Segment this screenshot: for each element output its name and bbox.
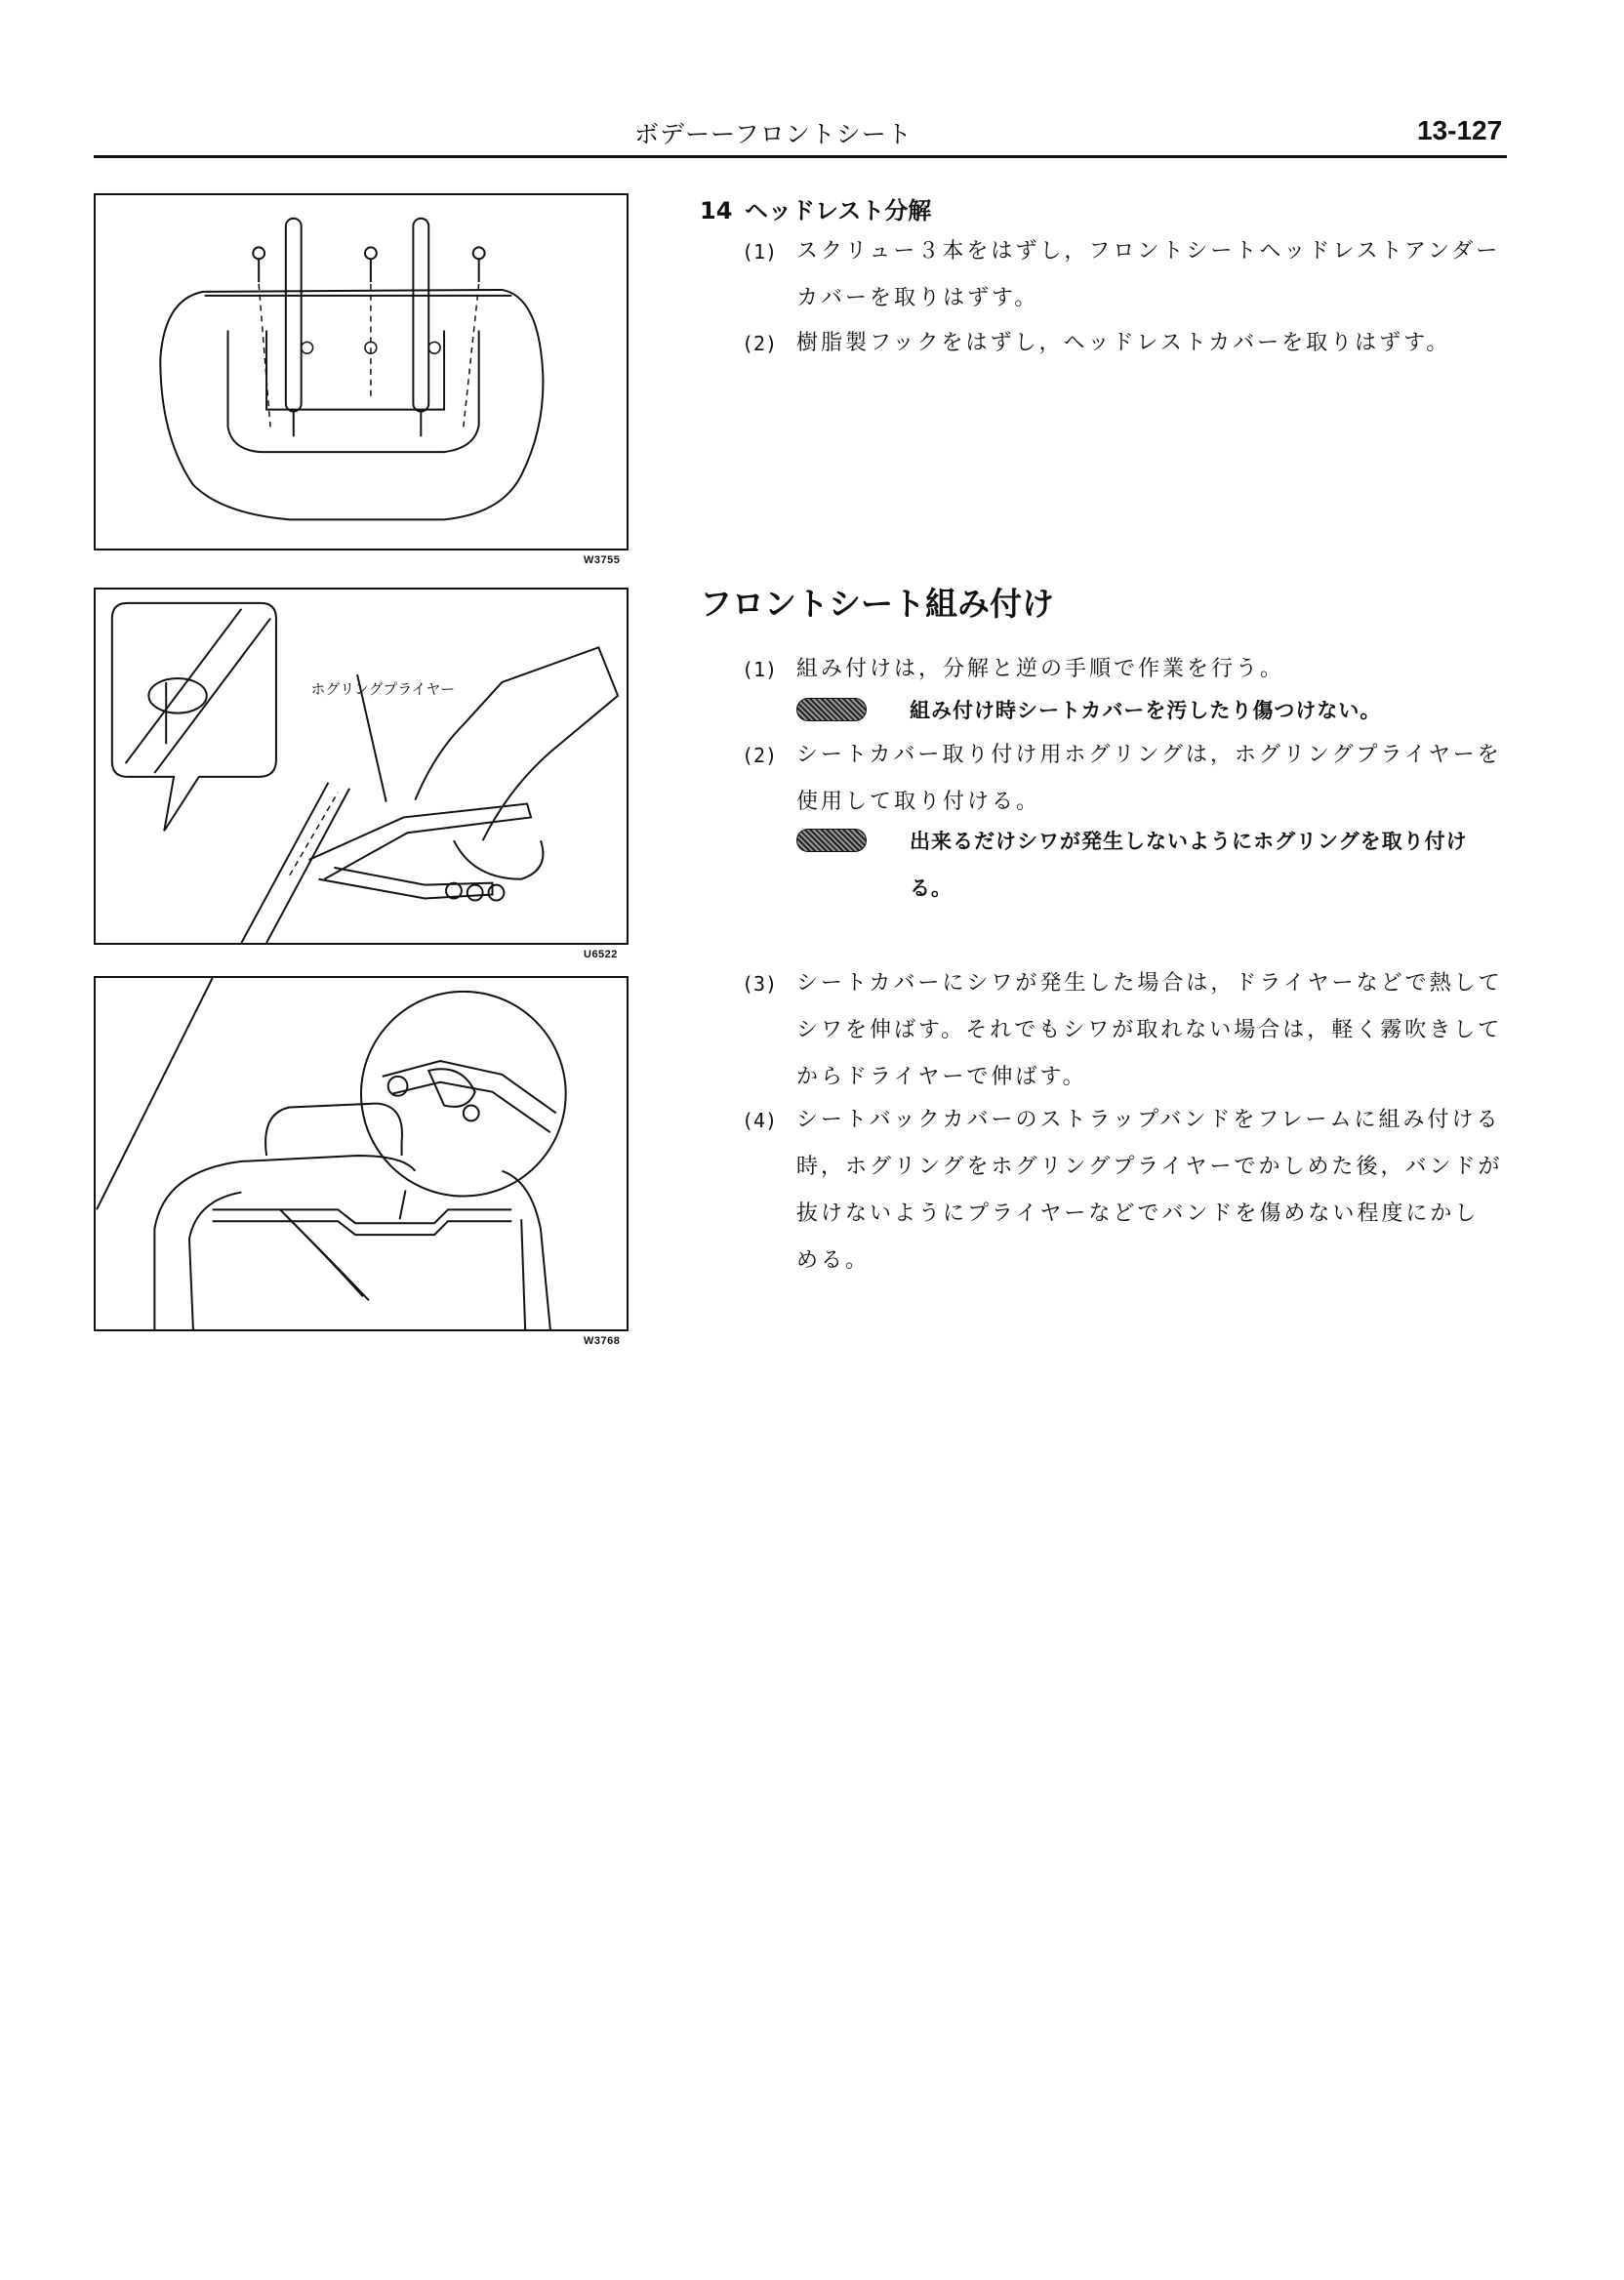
caution-badge-icon — [796, 829, 867, 852]
assembly-item-1 — [742, 646, 1503, 693]
step14-item-1 — [742, 228, 1503, 322]
assembly-item-2 — [742, 732, 1503, 826]
item-number: (1) — [742, 240, 778, 264]
step-heading-headrest — [700, 191, 931, 225]
caution-badge-icon — [796, 698, 867, 721]
note-text: 出来るだけシワが発生しないようにホグリングを取り付ける。 — [910, 830, 1468, 900]
note-text: 組み付け時シートカバーを汚したり傷つけない。 — [910, 699, 1382, 722]
figure-code: U6522 — [584, 949, 618, 960]
item-number: (4) — [742, 1109, 778, 1132]
step-number: 14 — [700, 197, 733, 224]
step14-item-2 — [742, 320, 1503, 367]
item-text: 樹脂製フックをはずし，ヘッドレストカバーを取りはずす。 — [796, 331, 1451, 355]
item-text: スクリュー３本をはずし，フロントシートヘッドレストアンダーカバーを取りはずす。 — [796, 239, 1501, 310]
pliers-illustration — [96, 590, 627, 943]
item-number: (2) — [742, 332, 778, 355]
figure-code: W3755 — [584, 554, 621, 566]
headrest-illustration — [96, 195, 627, 549]
page-number: 13-127 — [1417, 115, 1503, 145]
page-header-title: ボデーーフロントシート — [634, 120, 913, 148]
pliers-callout-label: ホグリングプライヤー — [310, 680, 456, 698]
figure-hog-ring-pliers — [94, 588, 629, 945]
item-text: シートバックカバーのストラップバンドをフレームに組み付ける時，ホグリングをホグリングプライヤーでかしめた後，バンドが抜けないようにプライヤーなどでバンドを傷めない程度にかしめる。 — [796, 1108, 1503, 1273]
caution-note-1 — [796, 687, 1499, 734]
header-rule — [94, 155, 1507, 158]
assembly-item-3 — [742, 960, 1503, 1101]
assembly-item-4 — [742, 1097, 1503, 1284]
figure-seatback-frame — [94, 976, 629, 1331]
seatback-illustration — [96, 978, 627, 1329]
figure-code: W3768 — [584, 1335, 621, 1347]
item-text: 組み付けは，分解と逆の手順で作業を行う。 — [796, 657, 1285, 681]
step-title: ヘッドレスト分解 — [745, 197, 932, 224]
item-number: (2) — [742, 744, 778, 767]
caution-note-2 — [796, 818, 1499, 912]
item-text: シートカバーにシワが発生した場合は，ドライヤーなどで熱してシワを伸ばす。それでもシワが取れない場合は，軽く霧吹きしてからドライヤーで伸ばす。 — [796, 971, 1503, 1089]
section-title-assembly: フロントシート組み付け — [700, 585, 1054, 623]
figure-headrest-screws — [94, 193, 629, 550]
item-text: シートカバー取り付け用ホグリングは，ホグリングプライヤーを使用して取り付ける。 — [796, 743, 1502, 814]
item-number: (1) — [742, 658, 778, 681]
item-number: (3) — [742, 972, 778, 996]
